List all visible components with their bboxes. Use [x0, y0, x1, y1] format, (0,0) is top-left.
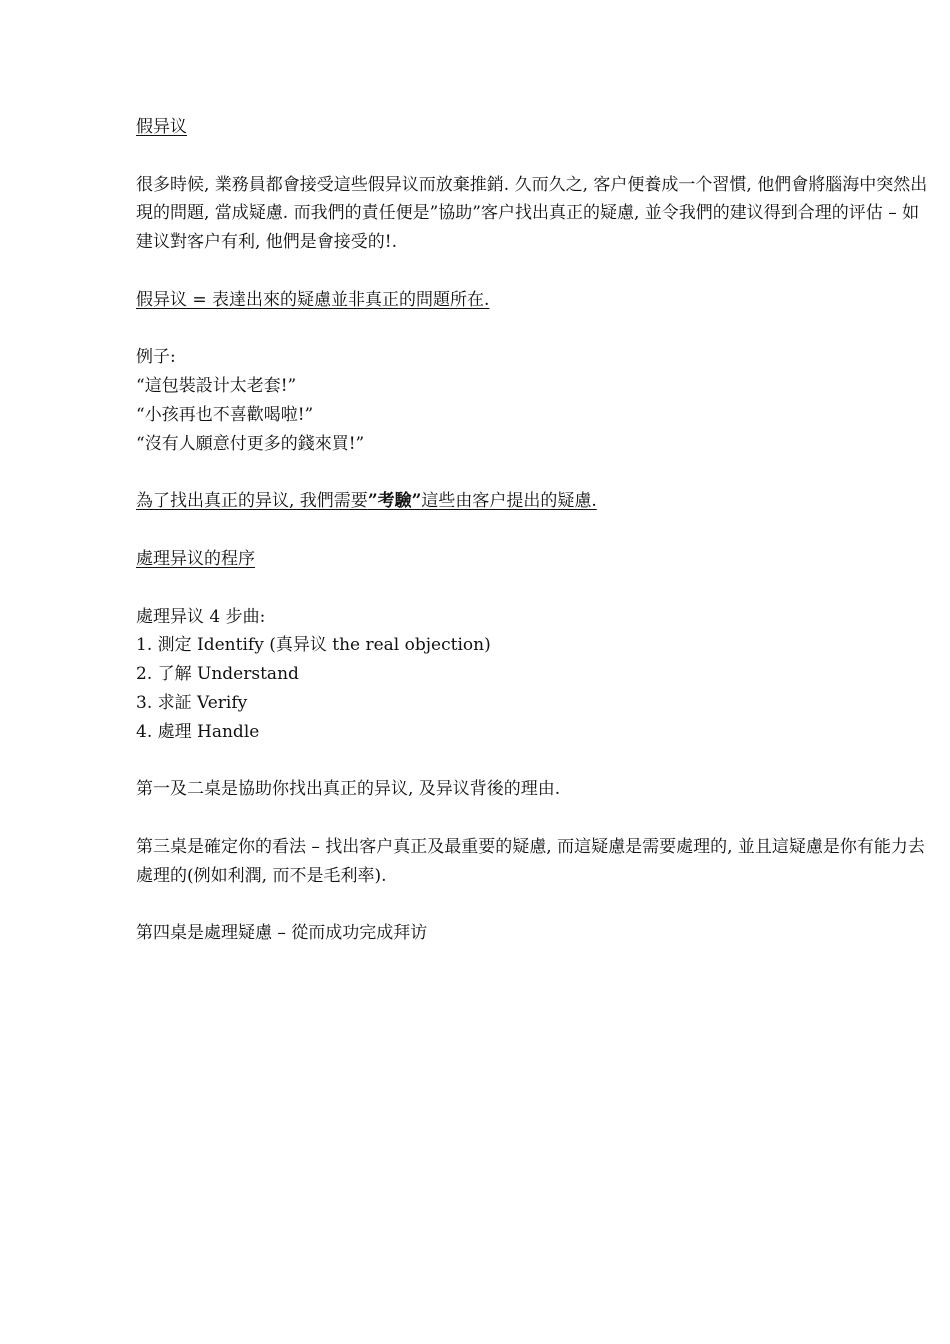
- example-item: “小孩再也不喜歡喝啦!”: [136, 404, 314, 425]
- step-item: 4. 處理 Handle: [136, 721, 260, 742]
- steps-label: 處理异议 4 步曲:: [136, 606, 266, 627]
- step-item: 3. 求証 Verify: [136, 692, 248, 713]
- spacer: [136, 574, 936, 603]
- spacer: [136, 516, 936, 545]
- example-item: “沒有人願意付更多的錢來買!”: [136, 433, 365, 454]
- spacer: [136, 315, 936, 344]
- heading-false-objection: 假异议: [136, 117, 187, 137]
- test-note-bold: ”考驗”: [367, 491, 422, 512]
- paragraph-step4: 第四桌是處理疑慮 – 從而成功完成拜访: [136, 923, 428, 944]
- test-note: [136, 487, 936, 516]
- spacer: [136, 142, 936, 171]
- step-item: 1. 測定 Identify (真异议 the real objection): [136, 635, 491, 656]
- paragraph-step3: 第三桌是確定你的看法 – 找出客户真正及最重要的疑慮, 而這疑慮是需要處理的, 並且這疑慮是你有能力去處理的(例如利潤, 而不是毛利率).: [136, 836, 925, 886]
- examples-label: 例子:: [136, 347, 176, 368]
- spacer: [136, 257, 936, 286]
- spacer: [136, 459, 936, 488]
- example-item: “這包裝設计太老套!”: [136, 376, 297, 397]
- test-note-part1: 為了找出真正的异议, 我們需要: [136, 491, 368, 512]
- spacer: [136, 804, 936, 833]
- paragraph-intro: 很多時候, 業務員都會接受這些假异议而放棄推銷. 久而久之, 客户便養成一个習慣, 他們會將腦海中突然出現的問題, 當成疑慮. 而我們的責任便是”協助”客户找出真正的疑慮, 並令我們的建议得到合理的评估 – 如建议對客户有利, 他們是會接受的!.: [136, 174, 928, 253]
- test-note-part2: 這些由客户提出的疑慮.: [421, 491, 597, 512]
- step-item: 2. 了解 Understand: [136, 664, 299, 685]
- spacer: [136, 747, 936, 776]
- document-page: [136, 113, 936, 948]
- paragraph-step12: 第一及二桌是協助你找出真正的异议, 及异议背後的理由.: [136, 779, 561, 800]
- spacer: [136, 891, 936, 920]
- definition-line: 假异议 = 表達出來的疑慮並非真正的問題所在.: [136, 289, 490, 310]
- heading-procedure: 處理异议的程序: [136, 548, 255, 569]
